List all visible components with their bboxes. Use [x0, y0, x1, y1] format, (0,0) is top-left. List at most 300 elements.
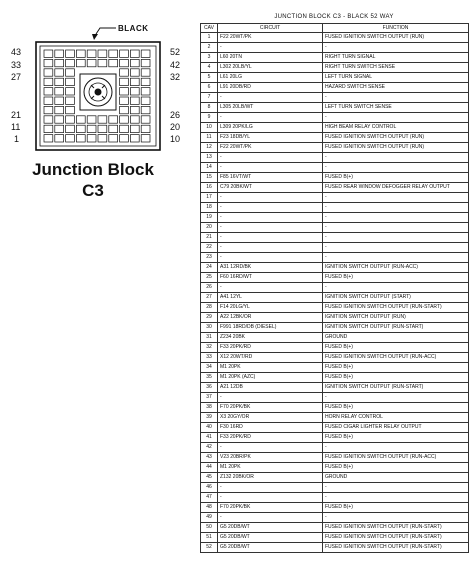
- cell-circuit: -: [218, 163, 323, 173]
- pin-cavity: [130, 59, 139, 66]
- cell-cav: 49: [201, 513, 218, 523]
- cell-function: -: [323, 513, 469, 523]
- pin-cavity: [120, 97, 129, 104]
- cell-function: IGNITION SWITCH OUTPUT (START): [323, 293, 469, 303]
- cell-circuit: -: [218, 253, 323, 263]
- cell-circuit: G5 20DB/WT: [218, 523, 323, 533]
- table-row: [201, 343, 469, 353]
- table-row: [201, 293, 469, 303]
- cell-circuit: L60 20TN: [218, 53, 323, 63]
- cell-circuit: -: [218, 113, 323, 123]
- cell-function: FUSED B(+): [323, 173, 469, 183]
- table-row: [201, 173, 469, 183]
- pin-cavity: [76, 50, 85, 57]
- pinout-table: [200, 23, 469, 553]
- cell-cav: 27: [201, 293, 218, 303]
- cell-cav: 1: [201, 33, 218, 43]
- cell-circuit: Z234 20BK: [218, 333, 323, 343]
- cell-function: IGNITION SWITCH OUTPUT (RUN-START): [323, 383, 469, 393]
- table-row: [201, 253, 469, 263]
- cell-cav: 39: [201, 413, 218, 423]
- cell-circuit: A31 12RD/BK: [218, 263, 323, 273]
- table-row: [201, 43, 469, 53]
- pin-cavity: [109, 59, 118, 66]
- cell-circuit: -: [218, 483, 323, 493]
- cell-circuit: -: [218, 513, 323, 523]
- table-row: [201, 113, 469, 123]
- table-row: [201, 303, 469, 313]
- cell-function: -: [323, 153, 469, 163]
- cell-circuit: F33 20PK/RD: [218, 343, 323, 353]
- pin-cavity: [141, 59, 150, 66]
- table-row: [201, 363, 469, 373]
- connector-title-line1: Junction Block: [32, 160, 154, 179]
- pin-cavity: [66, 59, 75, 66]
- cell-function: LEFT TURN SWITCH SENSE: [323, 103, 469, 113]
- cell-circuit: -: [218, 223, 323, 233]
- cell-function: RIGHT TURN SIGNAL: [323, 53, 469, 63]
- pin-cavity: [98, 135, 107, 142]
- table-row: [201, 433, 469, 443]
- pin-cavity: [141, 125, 150, 132]
- cell-cav: 48: [201, 503, 218, 513]
- cell-cav: 15: [201, 173, 218, 183]
- table-header-row: [201, 24, 469, 33]
- pin-cavity: [44, 88, 53, 95]
- pin-cavity: [109, 135, 118, 142]
- pin-cavity: [76, 59, 85, 66]
- table-row: [201, 143, 469, 153]
- cell-function: -: [323, 243, 469, 253]
- table-row: [201, 93, 469, 103]
- cell-function: FUSED B(+): [323, 463, 469, 473]
- pin-cavity: [44, 125, 53, 132]
- header-function: FUNCTION: [323, 24, 469, 33]
- pin-cavity: [130, 50, 139, 57]
- pin-cavity: [141, 135, 150, 142]
- pin-cavity: [66, 116, 75, 123]
- cell-function: FUSED IGNITION SWITCH OUTPUT (RUN-START): [323, 543, 469, 553]
- pin-cavity: [98, 125, 107, 132]
- cell-function: IGNITION SWITCH OUTPUT (RUN-ACC): [323, 263, 469, 273]
- pin-cavity: [141, 50, 150, 57]
- cell-cav: 12: [201, 143, 218, 153]
- pin-cavity: [87, 50, 96, 57]
- table-row: [201, 393, 469, 403]
- cell-circuit: -: [218, 443, 323, 453]
- pin-cavity: [109, 116, 118, 123]
- cell-function: FUSED IGNITION SWITCH OUTPUT (RUN): [323, 133, 469, 143]
- cell-circuit: F14 20LG/YL: [218, 303, 323, 313]
- cell-circuit: -: [218, 193, 323, 203]
- table-row: [201, 33, 469, 43]
- pin-cavity: [55, 97, 64, 104]
- pin-cavity: [76, 125, 85, 132]
- cell-cav: 35: [201, 373, 218, 383]
- cell-cav: 37: [201, 393, 218, 403]
- table-row: [201, 243, 469, 253]
- pin-label-left-6: 1: [14, 134, 20, 144]
- pin-cavity: [66, 88, 75, 95]
- pin-cavity: [44, 50, 53, 57]
- cell-function: -: [323, 393, 469, 403]
- table-row: [201, 473, 469, 483]
- cell-function: LEFT TURN SIGNAL: [323, 73, 469, 83]
- cell-function: -: [323, 213, 469, 223]
- table-row: [201, 223, 469, 233]
- cell-function: -: [323, 193, 469, 203]
- cell-circuit: F23 18DB/YL: [218, 133, 323, 143]
- pin-cavity: [120, 135, 129, 142]
- pin-cavity: [76, 135, 85, 142]
- cell-cav: 38: [201, 403, 218, 413]
- cell-function: FUSED IGNITION SWITCH OUTPUT (RUN-ACC): [323, 453, 469, 463]
- pin-cavity: [66, 78, 75, 85]
- pin-cavity: [141, 78, 150, 85]
- connector-color-label: BLACK: [118, 24, 149, 33]
- pin-label-right-6: 10: [170, 134, 181, 144]
- pin-cavity: [66, 135, 75, 142]
- cell-circuit: L309 20PK/LG: [218, 123, 323, 133]
- pin-cavity: [130, 97, 139, 104]
- cell-circuit: A41 12YL: [218, 293, 323, 303]
- table-row: [201, 233, 469, 243]
- cell-cav: 25: [201, 273, 218, 283]
- table-row: [201, 153, 469, 163]
- cell-circuit: L302 20LB/YL: [218, 63, 323, 73]
- cell-circuit: F70 20PK/BK: [218, 503, 323, 513]
- pin-cavity: [44, 97, 53, 104]
- cell-circuit: -: [218, 213, 323, 223]
- cell-function: FUSED B(+): [323, 343, 469, 353]
- cell-circuit: -: [218, 393, 323, 403]
- cell-cav: 34: [201, 363, 218, 373]
- pin-label-left-5: 11: [11, 122, 21, 132]
- cell-function: IGNITION SWITCH OUTPUT (RUN): [323, 313, 469, 323]
- pin-label-right-4: 26: [170, 110, 181, 120]
- cell-circuit: -: [218, 493, 323, 503]
- cell-circuit: M1 20PK (AZC): [218, 373, 323, 383]
- pin-cavity: [55, 78, 64, 85]
- connector-drawing: [0, 0, 200, 160]
- pin-cavity: [55, 50, 64, 57]
- cell-cav: 41: [201, 433, 218, 443]
- cell-function: HORN RELAY CONTROL: [323, 413, 469, 423]
- pin-cavity: [66, 125, 75, 132]
- pin-label-right-3: 32: [170, 72, 181, 82]
- cell-circuit: X3 20GY/OR: [218, 413, 323, 423]
- table-row: [201, 193, 469, 203]
- pin-cavity: [120, 125, 129, 132]
- table-row: [201, 413, 469, 423]
- cell-circuit: F33 20PK/RD: [218, 433, 323, 443]
- table-row: [201, 83, 469, 93]
- table-row: [201, 73, 469, 83]
- table-row: [201, 483, 469, 493]
- cell-function: -: [323, 163, 469, 173]
- cell-function: FUSED REAR WINDOW DEFOGGER RELAY OUTPUT: [323, 183, 469, 193]
- cell-cav: 10: [201, 123, 218, 133]
- cell-circuit: G5 20DB/WT: [218, 543, 323, 553]
- pin-cavity: [44, 135, 53, 142]
- cell-function: -: [323, 233, 469, 243]
- header-circuit: CIRCUIT: [218, 24, 323, 33]
- table-row: [201, 543, 469, 553]
- cell-function: -: [323, 113, 469, 123]
- cell-function: -: [323, 443, 469, 453]
- pin-cavity: [87, 135, 96, 142]
- pin-cavity: [98, 50, 107, 57]
- pin-cavity: [44, 78, 53, 85]
- cell-function: -: [323, 253, 469, 263]
- pin-cavity: [120, 78, 129, 85]
- cell-cav: 11: [201, 133, 218, 143]
- cell-cav: 52: [201, 543, 218, 553]
- cell-function: FUSED B(+): [323, 273, 469, 283]
- table-row: [201, 513, 469, 523]
- cell-function: -: [323, 93, 469, 103]
- cell-cav: 6: [201, 83, 218, 93]
- cell-function: FUSED B(+): [323, 373, 469, 383]
- cell-circuit: A21 12DB: [218, 383, 323, 393]
- connector-title: [8, 160, 178, 202]
- pin-cavity: [109, 125, 118, 132]
- cell-circuit: Z132 20BK/OR: [218, 473, 323, 483]
- table-row: [201, 133, 469, 143]
- table-row: [201, 123, 469, 133]
- table-row: [201, 323, 469, 333]
- cell-cav: 51: [201, 533, 218, 543]
- cell-cav: 8: [201, 103, 218, 113]
- cell-cav: 3: [201, 53, 218, 63]
- pin-cavity: [44, 106, 53, 113]
- cell-function: FUSED B(+): [323, 363, 469, 373]
- cell-circuit: -: [218, 203, 323, 213]
- cell-function: -: [323, 493, 469, 503]
- cell-function: IGNITION SWITCH OUTPUT (RUN-START): [323, 323, 469, 333]
- cell-function: FUSED IGNITION SWITCH OUTPUT (RUN-START): [323, 533, 469, 543]
- cell-circuit: -: [218, 93, 323, 103]
- table-row: [201, 403, 469, 413]
- cell-circuit: M1 20PK: [218, 463, 323, 473]
- pin-cavity: [130, 125, 139, 132]
- cell-cav: 23: [201, 253, 218, 263]
- pin-cavity: [66, 69, 75, 76]
- cell-cav: 21: [201, 233, 218, 243]
- table-title: JUNCTION BLOCK C3 - BLACK 52 WAY: [274, 14, 394, 20]
- cell-cav: 32: [201, 343, 218, 353]
- cell-circuit: L305 20LB/WT: [218, 103, 323, 113]
- table-row: [201, 523, 469, 533]
- connector-title-line2: C3: [82, 181, 104, 200]
- cell-circuit: F85 16VT/WT: [218, 173, 323, 183]
- connector-diagram: [0, 0, 200, 160]
- cell-circuit: F991 18RD/DB (DIESEL): [218, 323, 323, 333]
- pin-label-left-3: 27: [11, 72, 22, 82]
- cell-cav: 13: [201, 153, 218, 163]
- table-row: [201, 503, 469, 513]
- pin-label-left-2: 33: [11, 60, 22, 70]
- cell-circuit: -: [218, 233, 323, 243]
- cell-cav: 46: [201, 483, 218, 493]
- cell-circuit: -: [218, 283, 323, 293]
- table-row: [201, 103, 469, 113]
- pin-cavity: [120, 106, 129, 113]
- pin-cavity: [44, 69, 53, 76]
- cell-function: FUSED IGNITION SWITCH OUTPUT (RUN): [323, 33, 469, 43]
- pin-cavity: [120, 50, 129, 57]
- pin-cavity: [98, 59, 107, 66]
- cell-function: HIGH BEAM RELAY CONTROL: [323, 123, 469, 133]
- pin-cavity: [120, 88, 129, 95]
- cell-cav: 22: [201, 243, 218, 253]
- pin-cavity: [55, 88, 64, 95]
- cell-cav: 28: [201, 303, 218, 313]
- cell-circuit: L61 20LG: [218, 73, 323, 83]
- table-row: [201, 453, 469, 463]
- cell-cav: 45: [201, 473, 218, 483]
- cell-cav: 5: [201, 73, 218, 83]
- table-row: [201, 163, 469, 173]
- cell-circuit: A22 12BK/OR: [218, 313, 323, 323]
- cell-function: RIGHT TURN SWITCH SENSE: [323, 63, 469, 73]
- cell-circuit: -: [218, 243, 323, 253]
- table-row: [201, 533, 469, 543]
- cell-circuit: L91 20DB/RD: [218, 83, 323, 93]
- pin-label-right-1: 52: [170, 47, 181, 57]
- cell-cav: 33: [201, 353, 218, 363]
- cell-circuit: F60 16RD/WT: [218, 273, 323, 283]
- cell-cav: 42: [201, 443, 218, 453]
- pin-cavity: [44, 116, 53, 123]
- cell-cav: 43: [201, 453, 218, 463]
- pin-cavity: [66, 50, 75, 57]
- table-row: [201, 383, 469, 393]
- cell-cav: 19: [201, 213, 218, 223]
- pin-cavity: [87, 116, 96, 123]
- cell-function: -: [323, 223, 469, 233]
- pinout-table-panel: [200, 12, 468, 553]
- pin-cavity: [141, 97, 150, 104]
- cell-cav: 29: [201, 313, 218, 323]
- cell-circuit: V23 20BR/PK: [218, 453, 323, 463]
- table-row: [201, 373, 469, 383]
- cell-cav: 44: [201, 463, 218, 473]
- cell-cav: 9: [201, 113, 218, 123]
- cell-cav: 16: [201, 183, 218, 193]
- pin-cavity: [130, 135, 139, 142]
- pin-cavity: [55, 125, 64, 132]
- cell-circuit: F70 20PK/BK: [218, 403, 323, 413]
- cell-function: FUSED IGNITION SWITCH OUTPUT (RUN): [323, 143, 469, 153]
- header-cav: CAV: [201, 24, 218, 33]
- cell-cav: 17: [201, 193, 218, 203]
- table-row: [201, 333, 469, 343]
- cell-cav: 50: [201, 523, 218, 533]
- table-row: [201, 203, 469, 213]
- pin-cavity: [55, 59, 64, 66]
- cell-function: FUSED B(+): [323, 433, 469, 443]
- cell-cav: 40: [201, 423, 218, 433]
- cell-function: -: [323, 483, 469, 493]
- cell-circuit: C79 20BK/WT: [218, 183, 323, 193]
- pin-cavity: [141, 88, 150, 95]
- cell-function: FUSED IGNITION SWITCH OUTPUT (RUN-START): [323, 303, 469, 313]
- cell-cav: 2: [201, 43, 218, 53]
- cell-cav: 24: [201, 263, 218, 273]
- pin-cavity: [55, 116, 64, 123]
- cell-function: FUSED B(+): [323, 403, 469, 413]
- cell-cav: 7: [201, 93, 218, 103]
- cell-function: -: [323, 283, 469, 293]
- cell-cav: 18: [201, 203, 218, 213]
- cell-cav: 14: [201, 163, 218, 173]
- pin-cavity: [66, 106, 75, 113]
- pin-cavity: [130, 116, 139, 123]
- pin-cavity: [55, 106, 64, 113]
- pin-cavity: [141, 106, 150, 113]
- pin-cavity: [44, 59, 53, 66]
- pin-label-left-4: 21: [11, 110, 22, 120]
- cell-function: FUSED B(+): [323, 503, 469, 513]
- cell-circuit: F22 20WT/PK: [218, 33, 323, 43]
- cell-cav: 4: [201, 63, 218, 73]
- cell-cav: 31: [201, 333, 218, 343]
- cell-circuit: -: [218, 153, 323, 163]
- table-row: [201, 283, 469, 293]
- cell-function: GROUND: [323, 473, 469, 483]
- table-row: [201, 353, 469, 363]
- cell-circuit: G5 20DB/WT: [218, 533, 323, 543]
- pin-cavity: [109, 50, 118, 57]
- pin-cavity: [130, 106, 139, 113]
- pin-cavity: [141, 116, 150, 123]
- cell-circuit: -: [218, 43, 323, 53]
- cell-function: FUSED IGNITION SWITCH OUTPUT (RUN-START): [323, 523, 469, 533]
- table-row: [201, 263, 469, 273]
- cell-cav: 30: [201, 323, 218, 333]
- table-row: [201, 313, 469, 323]
- table-row: [201, 183, 469, 193]
- pin-cavity: [66, 97, 75, 104]
- cell-function: GROUND: [323, 333, 469, 343]
- pin-cavity: [55, 135, 64, 142]
- pin-cavity: [130, 69, 139, 76]
- pin-cavity: [87, 125, 96, 132]
- table-row: [201, 273, 469, 283]
- pin-label-right-2: 42: [170, 60, 181, 70]
- cell-function: -: [323, 203, 469, 213]
- pin-label-left-1: 43: [11, 47, 22, 57]
- cell-circuit: F30 16RD: [218, 423, 323, 433]
- pin-cavity: [55, 69, 64, 76]
- cell-cav: 26: [201, 283, 218, 293]
- pin-label-right-5: 20: [170, 122, 181, 132]
- pin-cavity: [120, 69, 129, 76]
- pin-cavity: [76, 116, 85, 123]
- pin-cavity: [130, 88, 139, 95]
- pin-cavity: [98, 116, 107, 123]
- cell-function: HAZARD SWITCH SENSE: [323, 83, 469, 93]
- cell-cav: 47: [201, 493, 218, 503]
- table-row: [201, 463, 469, 473]
- pin-cavity: [120, 116, 129, 123]
- pin-cavity: [87, 59, 96, 66]
- pin-cavity: [120, 59, 129, 66]
- cell-cav: 36: [201, 383, 218, 393]
- cell-circuit: F22 20WT/PK: [218, 143, 323, 153]
- cell-function: FUSED CIGAR LIGHTER RELAY OUTPUT: [323, 423, 469, 433]
